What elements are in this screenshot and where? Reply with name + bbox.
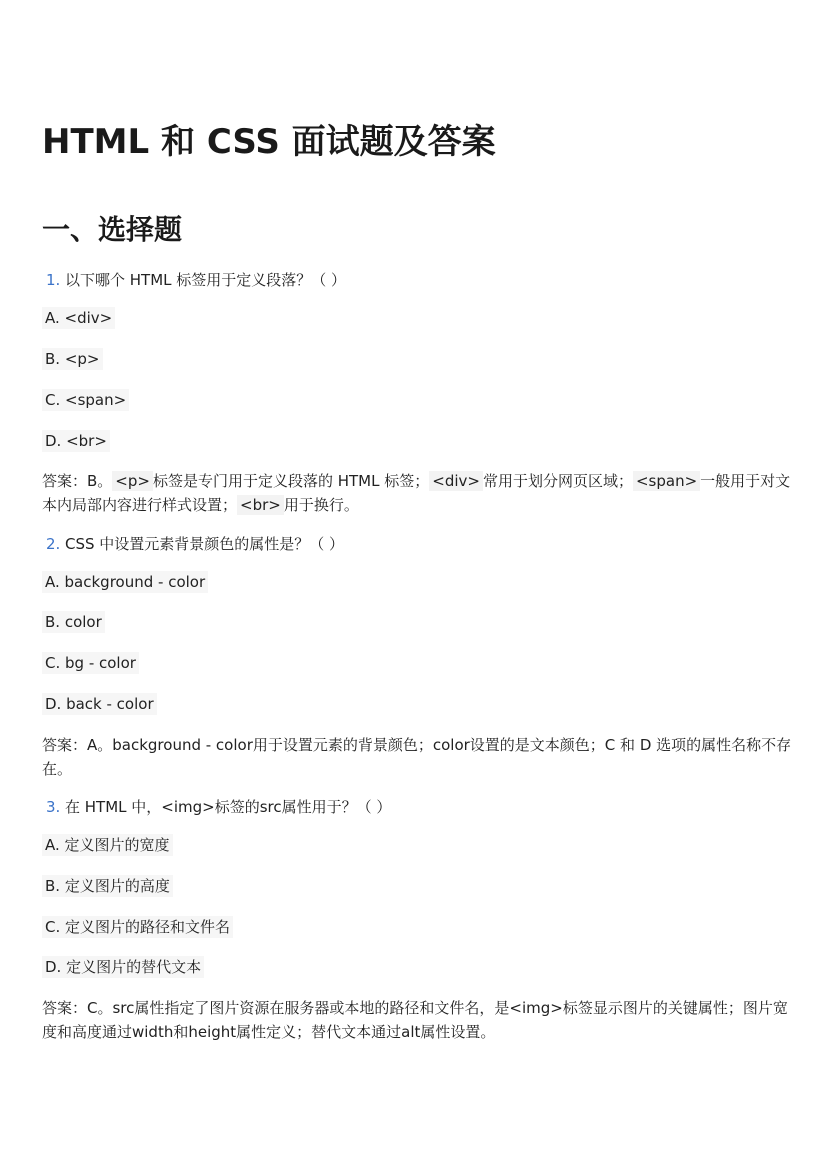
option-d bbox=[42, 429, 110, 453]
option-label: B. <p> bbox=[42, 348, 103, 370]
option-a bbox=[42, 306, 115, 330]
code-br-tag: <br> bbox=[237, 495, 284, 515]
question-2 bbox=[42, 532, 344, 556]
answer-1 bbox=[42, 469, 792, 517]
section-title: 一、选择题 bbox=[42, 213, 183, 246]
option-b bbox=[42, 347, 103, 371]
code-div-tag: <div> bbox=[429, 471, 483, 491]
question-text: 在 HTML 中，<img>标签的src属性用于？（ ） bbox=[65, 798, 392, 816]
option-a bbox=[42, 833, 173, 857]
question-number: 2. bbox=[46, 535, 61, 553]
option-label: C. bg - color bbox=[42, 652, 139, 674]
option-d bbox=[42, 692, 157, 716]
option-a bbox=[42, 570, 208, 594]
option-label: D. 定义图片的替代文本 bbox=[42, 956, 204, 978]
option-label: D. back - color bbox=[42, 693, 157, 715]
answer-2 bbox=[42, 733, 792, 781]
option-label: C. <span> bbox=[42, 389, 129, 411]
option-d bbox=[42, 955, 204, 979]
answer-text: 答案：C。src属性指定了图片资源在服务器或本地的路径和文件名，是<img>标签显示图片的关键属性；图片宽度和高度通过width和height属性定义；替代文本通过alt属性设置。 bbox=[42, 999, 788, 1041]
code-span-tag: <span> bbox=[633, 471, 700, 491]
option-label: A. background - color bbox=[42, 571, 208, 593]
option-c bbox=[42, 651, 139, 675]
code-p-tag: <p> bbox=[112, 471, 153, 491]
option-c bbox=[42, 388, 129, 412]
option-c bbox=[42, 915, 233, 939]
answer-text: 答案：B。 bbox=[42, 472, 113, 490]
option-b bbox=[42, 874, 173, 898]
option-label: B. color bbox=[42, 611, 105, 633]
question-text: 以下哪个 HTML 标签用于定义段落？（ ） bbox=[65, 271, 347, 289]
question-text: CSS 中设置元素背景颜色的属性是？（ ） bbox=[65, 535, 345, 553]
answer-text: 标签是专门用于定义段落的 HTML 标签； bbox=[152, 472, 430, 490]
question-number: 1. bbox=[46, 271, 61, 289]
answer-text: 答案：A。background - color用于设置元素的背景颜色；color设置的是文本颜色；C 和 D 选项的属性名称不存在。 bbox=[42, 736, 792, 778]
question-number: 3. bbox=[46, 798, 61, 816]
answer-text: 常用于划分网页区域； bbox=[482, 472, 633, 490]
document-title: HTML 和 CSS 面试题及答案 bbox=[42, 122, 496, 162]
option-label: B. 定义图片的高度 bbox=[42, 875, 173, 897]
option-label: A. <div> bbox=[42, 307, 115, 329]
question-1 bbox=[42, 268, 346, 292]
answer-text: 用于换行。 bbox=[283, 496, 359, 514]
option-label: D. <br> bbox=[42, 430, 110, 452]
option-label: C. 定义图片的路径和文件名 bbox=[42, 916, 233, 938]
option-label: A. 定义图片的宽度 bbox=[42, 834, 173, 856]
option-b bbox=[42, 610, 105, 634]
answer-3 bbox=[42, 996, 792, 1044]
answer-text: 一般用于对文本内局部内容进行样式设置； bbox=[42, 472, 791, 514]
question-3 bbox=[42, 795, 391, 819]
